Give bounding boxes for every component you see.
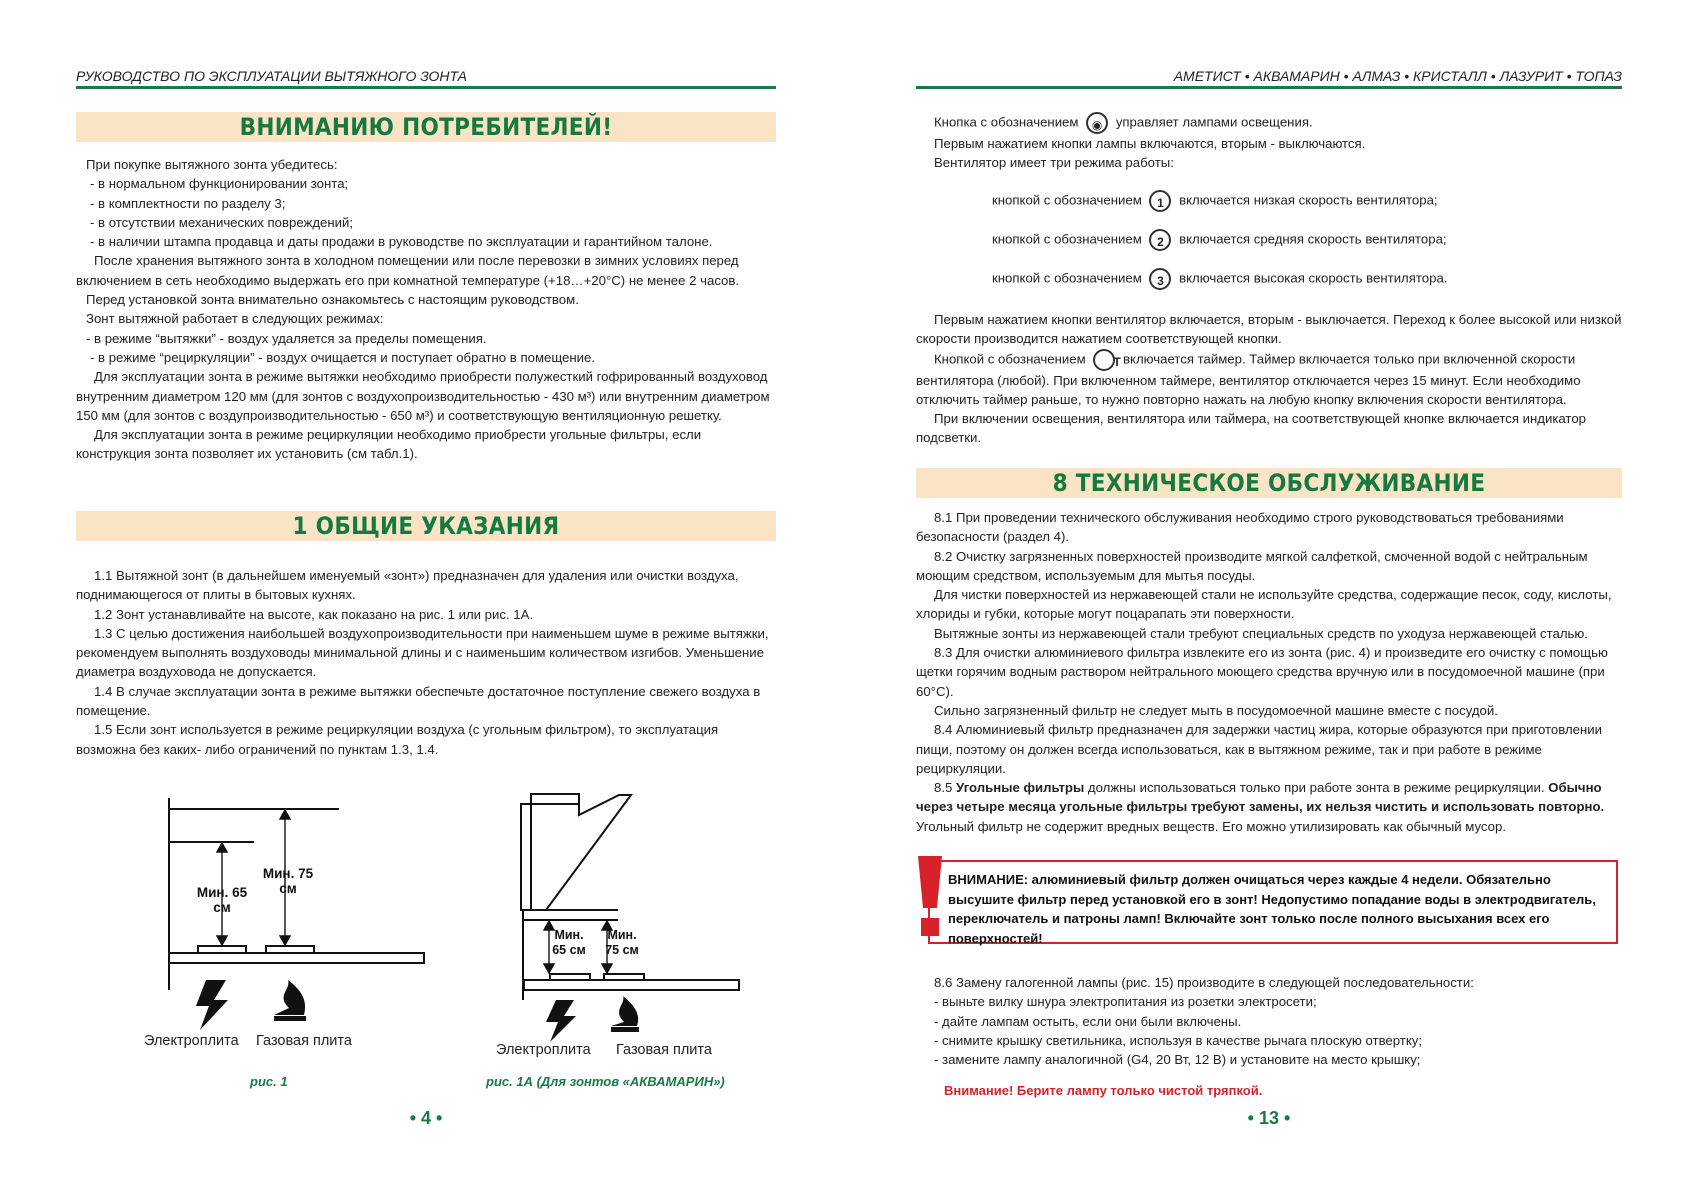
right-header-rule <box>916 86 1622 89</box>
warning-text: ВНИМАНИЕ: алюминиевый фильтр должен очищаться через каждые 4 недели. Обязательно высушите фильтр перед установкой его в зонт! Недопустимо попадание воды в электродвигатель, переключатель и патроны ламп! Включайте зонт только после полного высыхания всех его поверхностей! <box>948 872 1596 946</box>
right-header: АМЕТИСТ • АКВАМАРИН • АЛМАЗ • КРИСТАЛЛ • ЛАЗУРИТ • ТОПАЗ <box>1173 68 1622 84</box>
fig1a-dim-electric: Мин. 65 см <box>552 928 586 957</box>
fig1-caption: рис. 1 <box>250 1074 288 1089</box>
controls-text <box>934 112 1622 173</box>
text-line: Сильно загрязненный фильтр не следует мыть в посудомоечной машине вместе с посудой. <box>934 702 1498 718</box>
light-bulb-icon: ◉ <box>1086 112 1108 134</box>
fan-prefix: кнопкой с обозначением <box>992 192 1142 208</box>
general-text <box>76 566 776 759</box>
lamp-caution: Внимание! Берите лампу только чистой тряпкой. <box>944 1083 1263 1098</box>
text-line: После хранения вытяжного зонта в холодном помещении или после перевозки в зимних условиях перед включением в сеть необходимо выдержать его при комнатной температуре (+18…+20°С) не менее 2 часов. <box>76 253 740 288</box>
fig1a-label-gas: Газовая плита <box>616 1042 712 1058</box>
fig1a-label-electric: Электроплита <box>496 1042 591 1058</box>
text-line: - в комплектности по разделу 3; <box>90 195 286 211</box>
maintenance-title: 8 ТЕХНИЧЕСКОЕ ОБСЛУЖИВАНИЕ <box>916 468 1622 498</box>
light-line-a: Кнопка с обозначением <box>934 114 1079 130</box>
fig1-dim-gas: Мин. 75 см <box>262 866 314 896</box>
text-line: 8.6 Замену галогенной лампы (рис. 15) производите в следующей последовательности: <box>934 975 1474 990</box>
fan-high-icon: 3 <box>1149 268 1171 290</box>
fan-mid-row <box>992 229 1447 251</box>
text-line <box>934 112 1622 134</box>
timer-a: Кнопкой с обозначением <box>934 351 1086 367</box>
left-header: РУКОВОДСТВО ПО ЭКСПЛУАТАЦИИ ВЫТЯЖНОГО ЗОНТА <box>76 68 467 84</box>
p85-bold2: Обычно через четыре месяца угольные фильтры требуют замены, их нельзя чистить и использовать повторно. <box>916 780 1605 815</box>
text-line: - замените лампу аналогичной (G4, 20 Вт, 12 В) и установите на место крышку; <box>934 1052 1421 1068</box>
p85-end: Угольный фильтр не содержит вредных веществ. Его можно утилизировать как обычный мусор. <box>916 818 1506 834</box>
text-line: - в нормальном функционировании зонта; <box>90 176 349 192</box>
text-line: Первым нажатием кнопки вентилятор включается, вторым - выключается. Переход к более высокой или низкой скорости производится нажатием соответствующей кнопки. <box>916 312 1622 347</box>
text-line: - дайте лампам остыть, если они были включены. <box>934 1013 1242 1029</box>
p85-num: 8.5 <box>934 780 953 796</box>
controls-text-2 <box>916 310 1622 448</box>
fig1-label-electric: Электроплита <box>144 1033 239 1049</box>
left-page <box>76 0 776 1190</box>
text-line: - в наличии штампа продавца и даты продажи в руководстве по эксплуатации и гарантийном талоне. <box>90 234 713 250</box>
fig1-dim-electric: Мин. 65 см <box>196 885 248 915</box>
attention-text <box>76 155 776 464</box>
general-title: 1 ОБЩИЕ УКАЗАНИЯ <box>76 511 776 541</box>
fan-prefix: кнопкой с обозначением <box>992 270 1142 286</box>
fan-low-icon: 1 <box>1149 190 1171 212</box>
text-line: Перед установкой зонта внимательно ознакомьтесь с настоящим руководством. <box>86 292 579 308</box>
text-line: Для эксплуатации зонта в режиме вытяжки необходимо приобрести полужесткий гофрированный воздуховод внутренним диаметром 120 мм (для зонтов с воздухопроизводительностью - 430 м³) или внутренним диаметром 150 мм (для зонтов с воздупроизводительностью - 650 м³) и соответствующую вентиляционную решетку. <box>76 369 770 423</box>
fan-low-text: включается низкая скорость вентилятора; <box>1179 192 1438 208</box>
warning-box <box>928 860 1618 944</box>
right-page <box>916 0 1622 1190</box>
fan-mid-icon: 2 <box>1149 229 1171 251</box>
text-line: Зонт вытяжной работает в следующих режимах: <box>86 311 384 327</box>
flame-icon-1a <box>611 996 638 1026</box>
text-line: - в отсутствии механических повреждений; <box>90 214 354 230</box>
exclamation-icon <box>918 856 942 938</box>
text-line: Вытяжные зонты из нержавеющей стали требуют специальных средств по уходуза нержавеющей сталью. <box>934 625 1588 641</box>
text-line: Первым нажатием кнопки лампы включаются, вторым - выключаются. <box>934 136 1366 151</box>
left-header-rule <box>76 86 776 89</box>
text-line: Вентилятор имеет три режима работы: <box>934 155 1174 171</box>
fan-low-row <box>992 190 1438 212</box>
text-line: При включении освещения, вентилятора или таймера, на соответствующей кнопке включается индикатор подсветки. <box>916 411 1586 446</box>
text-line: - в режиме “рециркуляции” - воздух очищается и поступает обратно в помещение. <box>90 349 596 365</box>
text-line: 8.3 Для очистки алюминиевого фильтра извлеките его из зонта (рис. 4) и произведите его очистку с помощью щетки горячим водным раствором нейтрального моющего средства вручную или в посудомоечной машине (при 60°С). <box>916 645 1608 699</box>
text-line: Для эксплуатации зонта в режиме рециркуляции необходимо приобрести угольные фильтры, если конструкция зонта позволяет их установить (см табл.1). <box>76 427 702 462</box>
fig1-label-gas: Газовая плита <box>256 1033 352 1049</box>
text-line <box>916 778 1622 836</box>
timer-b: включается таймер. Таймер включается только при включенной скорости вентилятора (любой). При включенном таймере, вентилятор отключается через 15 минут. Если необходимо отключить таймер раньше, то нужно повторно нажать на любую кнопку включения скорости вентилятора. <box>916 351 1581 407</box>
p85-rest: должны использоваться только при работе зонта в режиме рециркуляции. <box>1087 780 1545 796</box>
left-page-number: • 4 • <box>409 1108 443 1128</box>
text-line: 1.5 Если зонт используется в режиме рециркуляции воздуха (с угольным фильтром), то эксплуатация возможна без каких- либо ограничений по пунктам 1.3, 1.4. <box>76 722 719 757</box>
maintenance-text <box>916 508 1622 836</box>
text-line: Для чистки поверхностей из нержавеющей стали не используйте средства, содержащие песок, соду, кислоты, хлориды и губки, которые могут поцарапать эти поверхности. <box>916 587 1612 622</box>
fan-high-row <box>992 268 1447 290</box>
light-line-b: управляет лампами освещения. <box>1115 114 1313 130</box>
text-line: 1.4 В случае эксплуатации зонта в режиме вытяжки обеспечьте достаточное поступление свежего воздуха в помещение. <box>76 683 761 719</box>
text-line: 8.4 Алюминиевый фильтр предназначен для задержки частиц жира, которые образуются при приготовлении пищи, поэтому он должен всегда использоваться, как в вытяжном режиме, так и при работе в режиме рециркуляции. <box>916 722 1602 776</box>
text-line: При покупке вытяжного зонта убедитесь: <box>86 157 338 172</box>
p85-bold: Угольные фильтры <box>956 780 1085 796</box>
text-line: 1.2 Зонт устанавливайте на высоте, как показано на рис. 1 или рис. 1А. <box>94 606 534 622</box>
fan-high-text: включается высокая скорость вентилятора. <box>1179 270 1448 286</box>
text-line: - в режиме “вытяжки” - воздух удаляется за пределы помещения. <box>86 330 487 346</box>
attention-title: ВНИМАНИЮ ПОТРЕБИТЕЛЕЙ! <box>76 112 776 142</box>
text-line: 1.3 С целью достижения наибольшей воздухопроизводительности при наименьшем шуме в режиме вытяжки, рекомендуем выполнять воздуховоды минимальной длины и с наименьшим количеством изгибов. Уменьшение диаметра воздуховода не допускается. <box>76 625 769 680</box>
text-line <box>916 349 1622 410</box>
electric-bolt-icon-1a <box>546 1000 576 1042</box>
text-line: 1.1 Вытяжной зонт (в дальнейшем именуемый «зонт») предназначен для удаления или очистки воздуха, поднимающегося от плиты в бытовых кухнях. <box>76 568 739 603</box>
text-line: 8.2 Очистку загрязненных поверхностей производите мягкой салфеткой, смоченной водой с нейтральным моющим средством, используемым для мытья посуды. <box>916 548 1588 583</box>
timer-icon: T <box>1093 349 1115 371</box>
text-line: - снимите крышку светильника, используя в качестве рычага плоскую отвертку; <box>934 1032 1423 1048</box>
text-line: 8.1 При проведении технического обслуживания необходимо строго руководствоваться требованиями безопасности (раздел 4). <box>916 510 1564 545</box>
fig1a-caption: рис. 1А (Для зонтов «АКВАМАРИН») <box>486 1074 725 1089</box>
right-page-number: • 13 • <box>1247 1108 1291 1128</box>
text-line: - выньте вилку шнура электропитания из розетки электросети; <box>934 994 1317 1010</box>
lamp-text <box>934 973 1622 1069</box>
fig1a-dim-gas: Мин. 75 см <box>605 928 639 957</box>
fan-mid-text: включается средняя скорость вентилятора; <box>1179 231 1447 247</box>
fan-prefix: кнопкой с обозначением <box>992 231 1142 247</box>
